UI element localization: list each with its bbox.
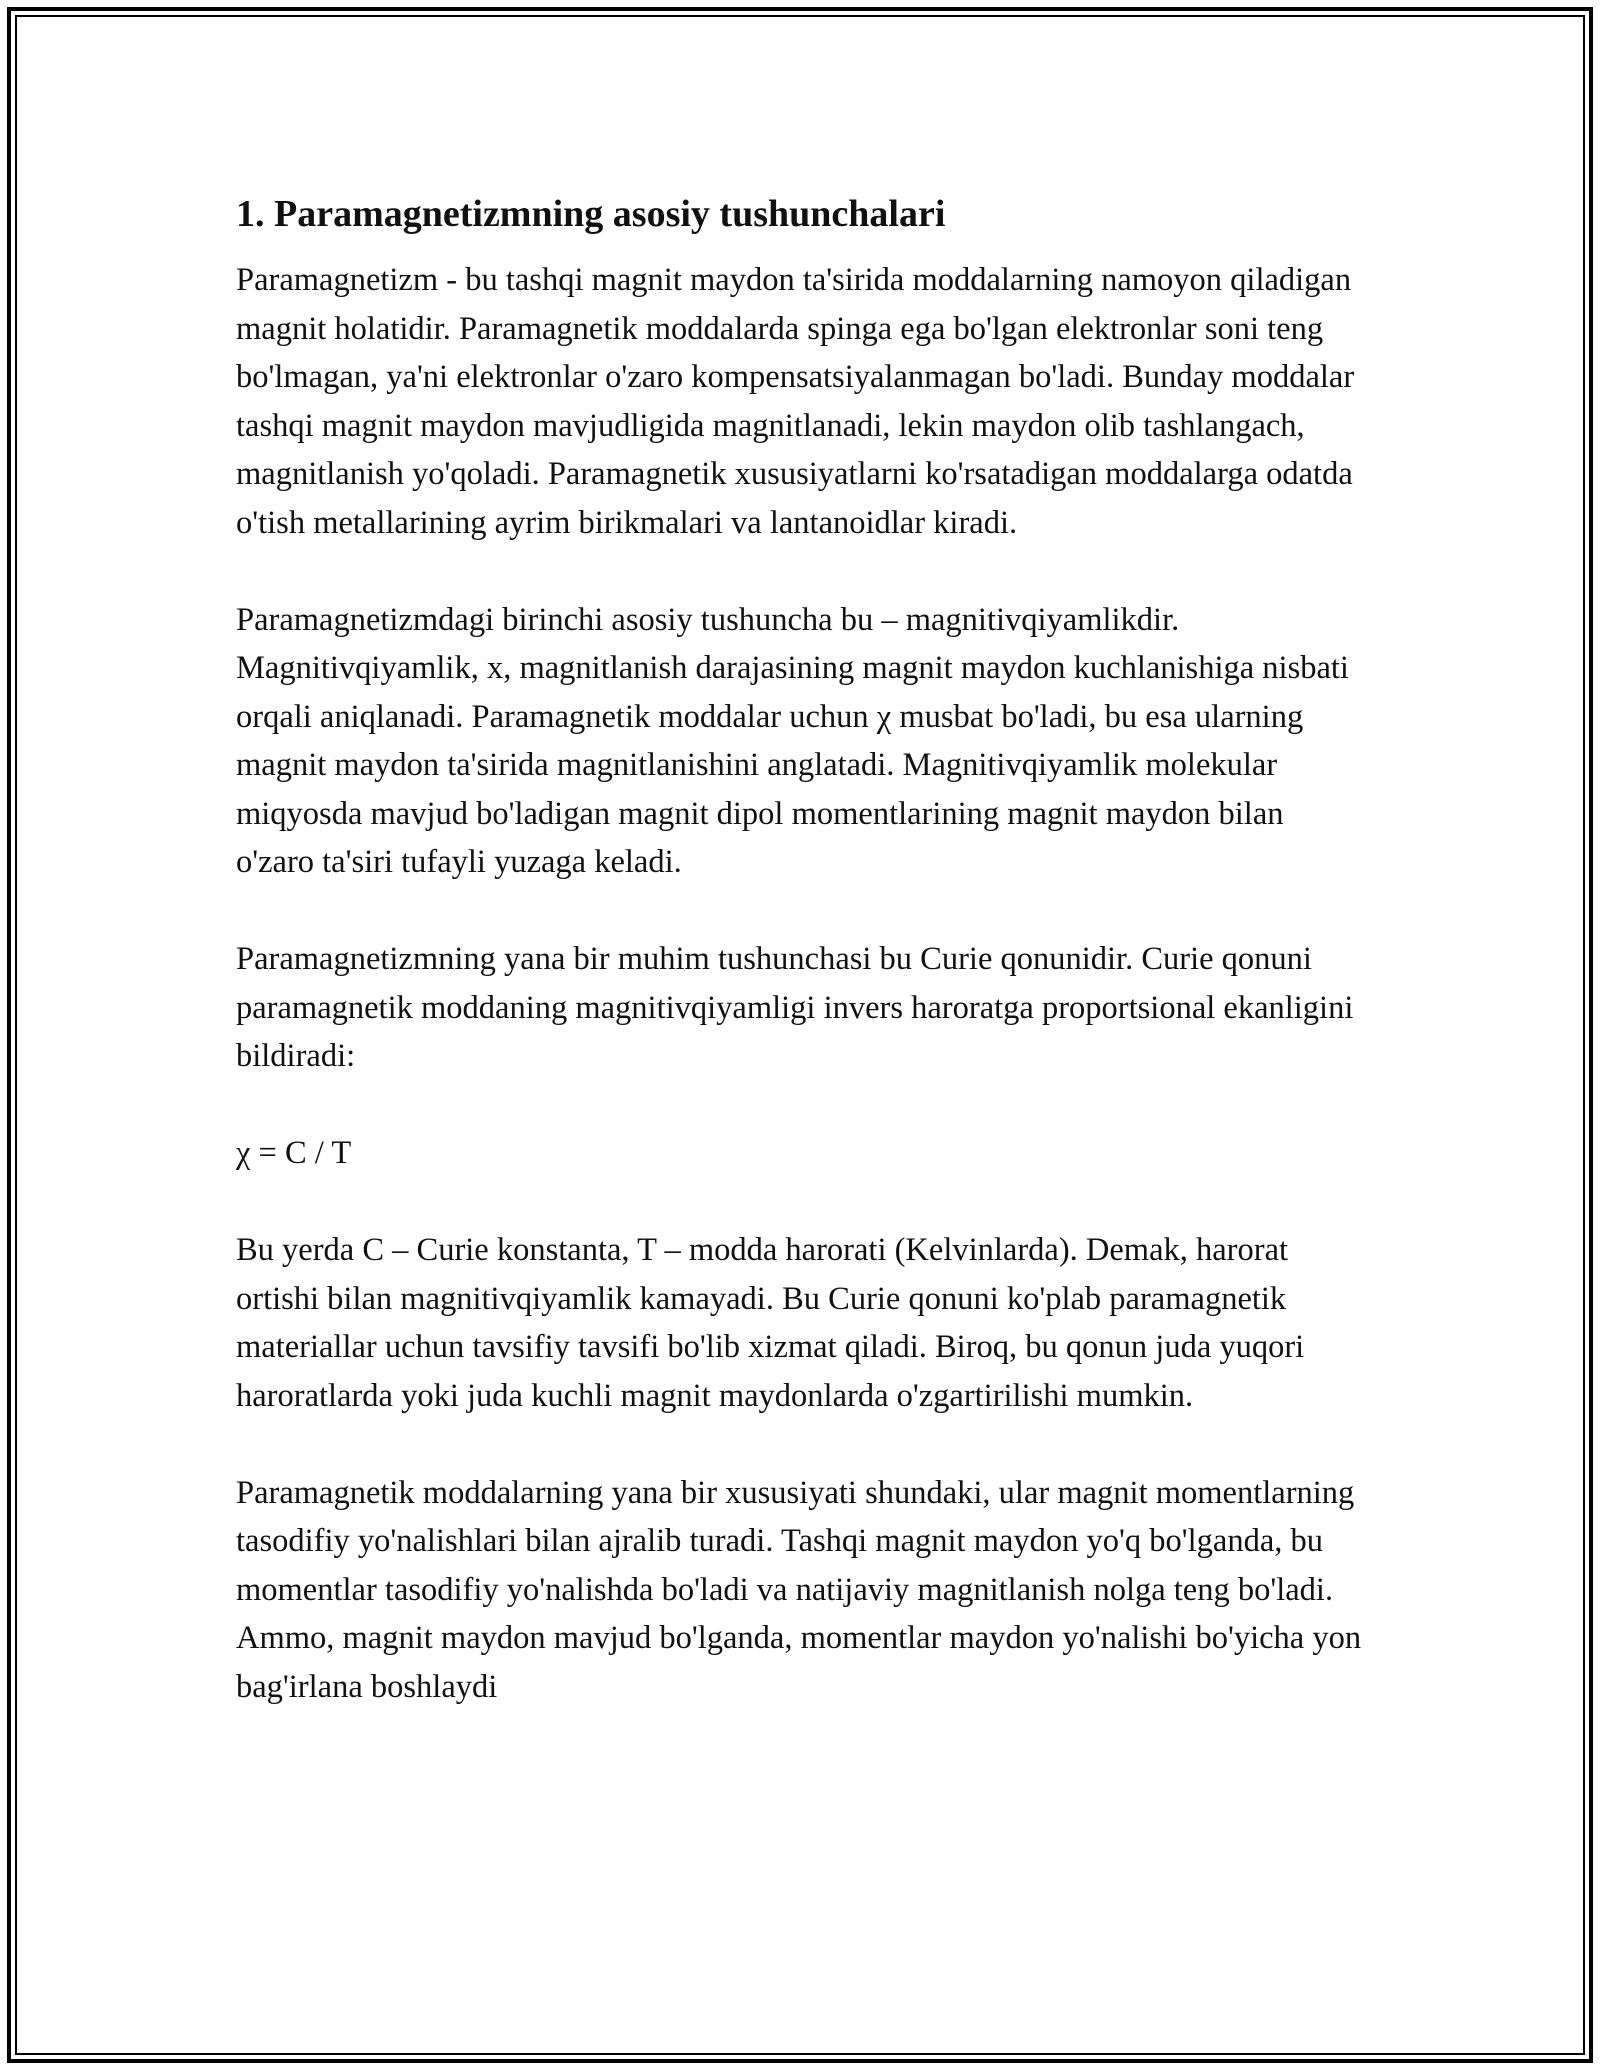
paragraph-curie-constant: Bu yerda C – Curie konstanta, T – modda harorati (Kelvinlarda). Demak, harorat ortishi bilan magnitivqiyamlik kamayadi. Bu Curie qonuni ko'plab paramagnetik materiallar uchun tavsifiy tavsifi bo'lib xizmat qiladi. Biroq, bu qonun juda yuqori haroratlarda yoki juda kuchli magnit maydonlarda o'zgartirilishi mumkin.: [236, 1232, 1305, 1414]
paragraph-definition: Paramagnetizm - bu tashqi magnit maydon ta'sirida moddalarning namoyon qiladigan magnit holatidir. Paramagnetik moddalarda spinga ega bo'lgan elektronlar soni teng bo'lmagan, ya'ni elektronlar o'zaro kompensatsiyalanmagan bo'ladi. Bunday moddalar tashqi magnit maydon mavjudligida magnitlanadi, lekin maydon olib tashlangach, magnitlanish yo'qoladi. Paramagnetik xususiyatlarni ko'rsatadigan moddalarga odatda o'tish metallarining ayrim birikmalari va lantanoidlar kiradi.: [236, 262, 1355, 541]
section-heading: 1. Paramagnetizmning asosiy tushunchalari: [236, 193, 946, 235]
paragraph-random-moments: Paramagnetik moddalarning yana bir xususiyati shundaki, ular magnit momentlarning tasodifiy yo'nalishlari bilan ajralib turadi. Tashqi magnit maydon yo'q bo'lganda, bu momentlar tasodifiy yo'nalishda bo'ladi va natijaviy magnitlanish nolga teng bo'ladi. Ammo, magnit maydon mavjud bo'lganda, momentlar maydon yo'nalishi bo'yicha yon bag'irlana boshlaydi: [236, 1474, 1362, 1705]
paragraph-susceptibility: Paramagnetizmdagi birinchi asosiy tushuncha bu – magnitivqiyamlikdir. Magnitivqiyamlik, x, magnitlanish darajasining magnit maydon kuchlanishiga nisbati orqali aniqlanadi. Paramagnetik moddalar uchun χ musbat bo'ladi, bu esa ularning magnit maydon ta'sirida magnitlanishini anglatadi. Magnitivqiyamlik molekular miqyosda mavjud bo'ladigan magnit dipol momentlarining magnit maydon bilan o'zaro ta'siri tufayli yuzaga keladi.: [236, 601, 1349, 880]
formula-curie: χ = C / T: [236, 1135, 352, 1171]
paragraph-curie-law: Paramagnetizmning yana bir muhim tushunchasi bu Curie qonunidir. Curie qonuni paramagnetik moddaning magnitivqiyamligi invers haroratga proportsional ekanligini bildiradi:: [236, 941, 1354, 1074]
document-body: [236, 186, 1366, 1760]
